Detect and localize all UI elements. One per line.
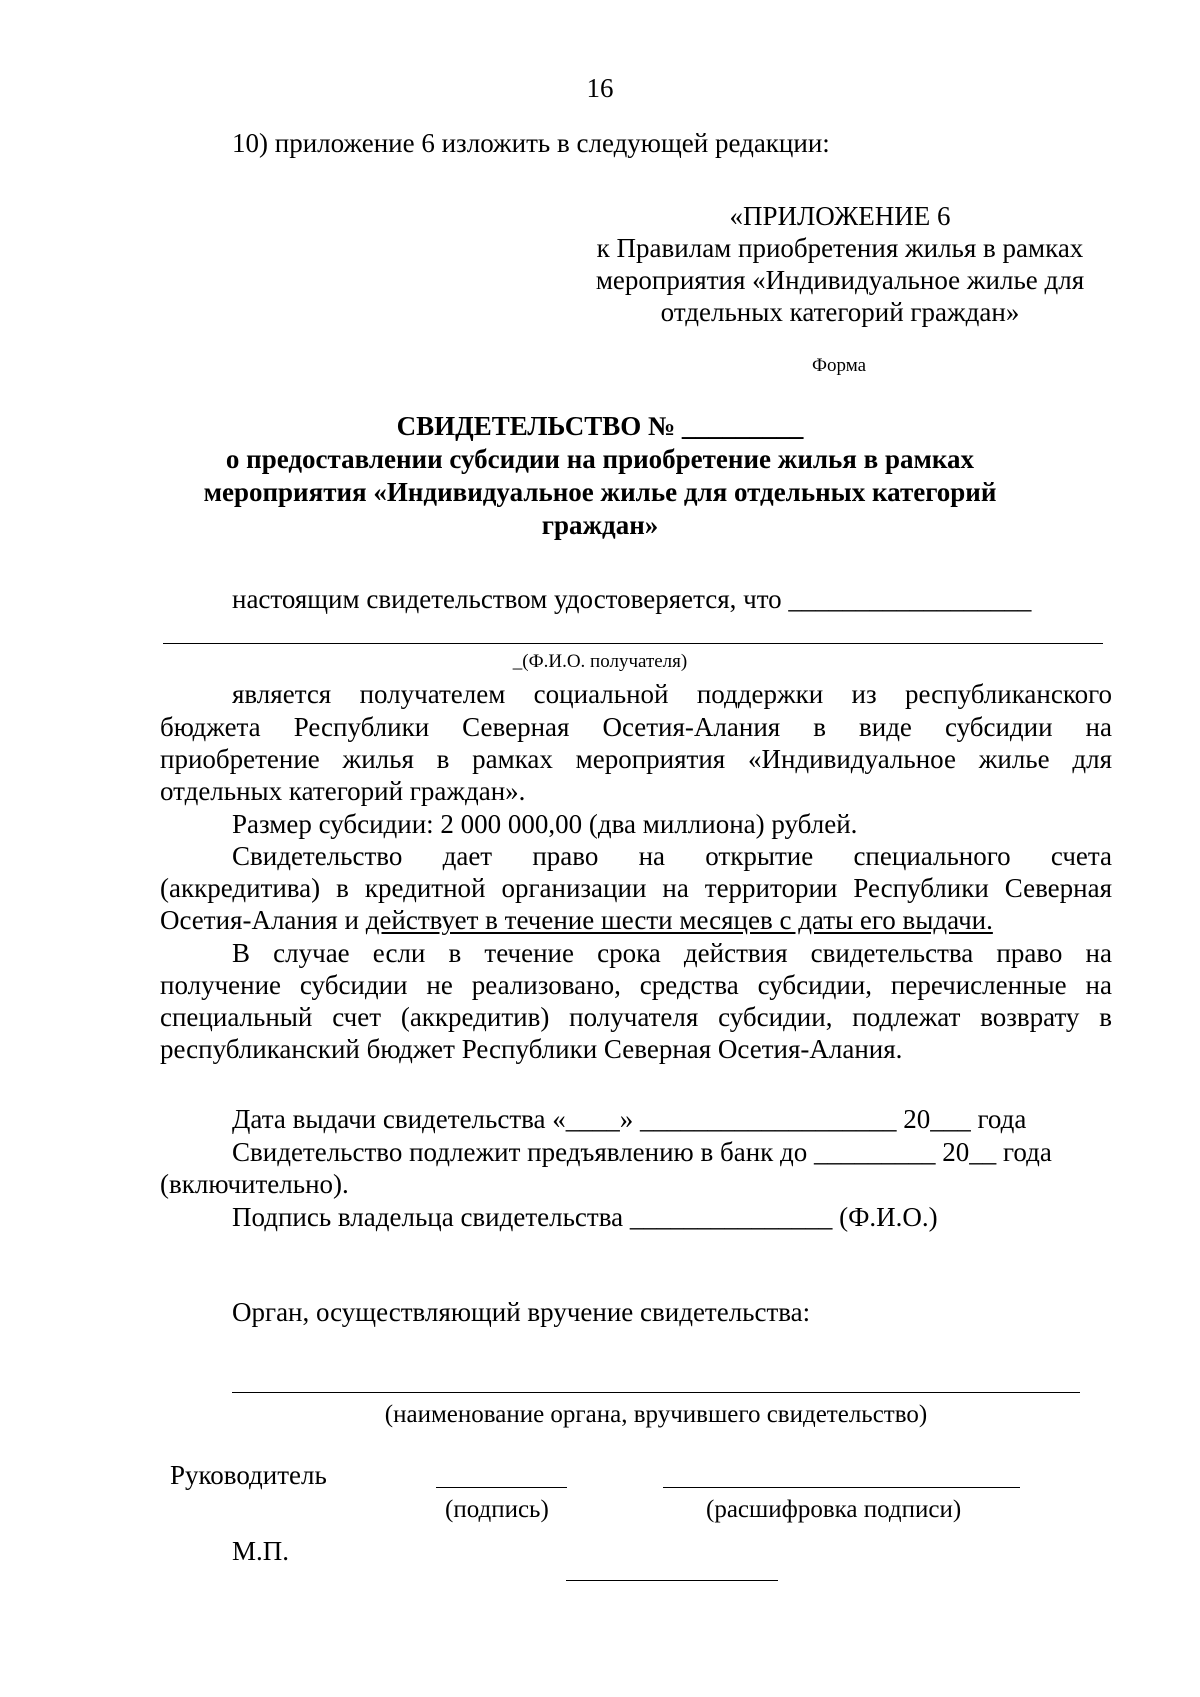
paragraph-line: В случае если в течение срока действия свидетельства право на	[232, 938, 1112, 968]
owner-signature-line: Подпись владельца свидетельства _______________ (Ф.И.О.)	[232, 1202, 938, 1232]
paragraph-line: приобретение жилья в рамках мероприятия «Индивидуальное жилье для	[160, 744, 1112, 774]
paragraph-line: (аккредитива) в кредитной организации на территории Республики Северная	[160, 873, 1112, 903]
appendix-line: мероприятия «Индивидуальное жилье для	[595, 265, 1085, 295]
appendix-title: «ПРИЛОЖЕНИЕ 6	[729, 201, 951, 231]
certify-line: настоящим свидетельством удостоверяется, что __________________	[232, 584, 1032, 614]
decoding-caption: (расшифровка подписи)	[706, 1496, 962, 1523]
appendix-line: отдельных категорий граждан»	[660, 297, 1020, 327]
paragraph-line: бюджета Республики Северная Осетия-Алания в виде субсидии на	[160, 712, 1112, 742]
amendment-intro: 10) приложение 6 изложить в следующей редакции:	[232, 128, 830, 158]
paragraph-text: Осетия-Алания и	[160, 905, 366, 935]
page-number: 16	[586, 73, 614, 103]
certificate-subtitle-line: о предоставлении субсидии на приобретение жилья в рамках	[225, 444, 975, 474]
paragraph-line: республиканский бюджет Республики Северная Осетия-Алания.	[160, 1034, 903, 1064]
certificate-subtitle-line: граждан»	[541, 510, 659, 540]
paragraph-line: является получателем социальной поддержки из республиканского	[232, 679, 1112, 709]
issuer-label: Орган, осуществляющий вручение свидетельства:	[232, 1297, 811, 1327]
stamp-label: М.П.	[232, 1536, 290, 1566]
signature-caption: (подпись)	[445, 1496, 549, 1523]
paragraph-line: Свидетельство дает право на открытие специального счета	[232, 841, 1112, 871]
closing-line	[566, 1580, 778, 1581]
certificate-subtitle-line: мероприятия «Индивидуальное жилье для отдельных категорий	[203, 477, 997, 507]
certificate-title: СВИДЕТЕЛЬСТВО № _________	[396, 411, 804, 441]
paragraph-line: отдельных категорий граждан».	[160, 776, 526, 806]
inclusive-note: (включительно).	[160, 1169, 349, 1199]
recipient-caption: _(Ф.И.О. получателя)	[512, 651, 688, 672]
signature-line	[436, 1487, 567, 1488]
present-deadline-line: Свидетельство подлежит предъявлению в банк до _________ 20__ года	[232, 1137, 1052, 1167]
head-label: Руководитель	[170, 1460, 327, 1490]
form-label: Форма	[812, 355, 867, 376]
validity-period-text: действует в течение шести месяцев с даты его выдачи.	[365, 905, 993, 935]
issuer-caption: (наименование органа, вручившего свидетельство)	[384, 1401, 928, 1428]
paragraph-line	[160, 904, 993, 937]
appendix-line: к Правилам приобретения жилья в рамках	[596, 233, 1084, 263]
paragraph-line: получение субсидии не реализовано, средства субсидии, перечисленные на	[160, 970, 1112, 1000]
issue-date-line: Дата выдачи свидетельства «____» ___________________ 20___ года	[232, 1104, 1027, 1134]
subsidy-amount: Размер субсидии: 2 000 000,00 (два миллиона) рублей.	[232, 809, 858, 839]
paragraph-line: специальный счет (аккредитив) получателя субсидии, подлежат возврату в	[160, 1002, 1112, 1032]
signature-decoding-line	[663, 1487, 1020, 1488]
issuer-name-line	[232, 1392, 1080, 1393]
recipient-name-line	[163, 643, 1103, 644]
